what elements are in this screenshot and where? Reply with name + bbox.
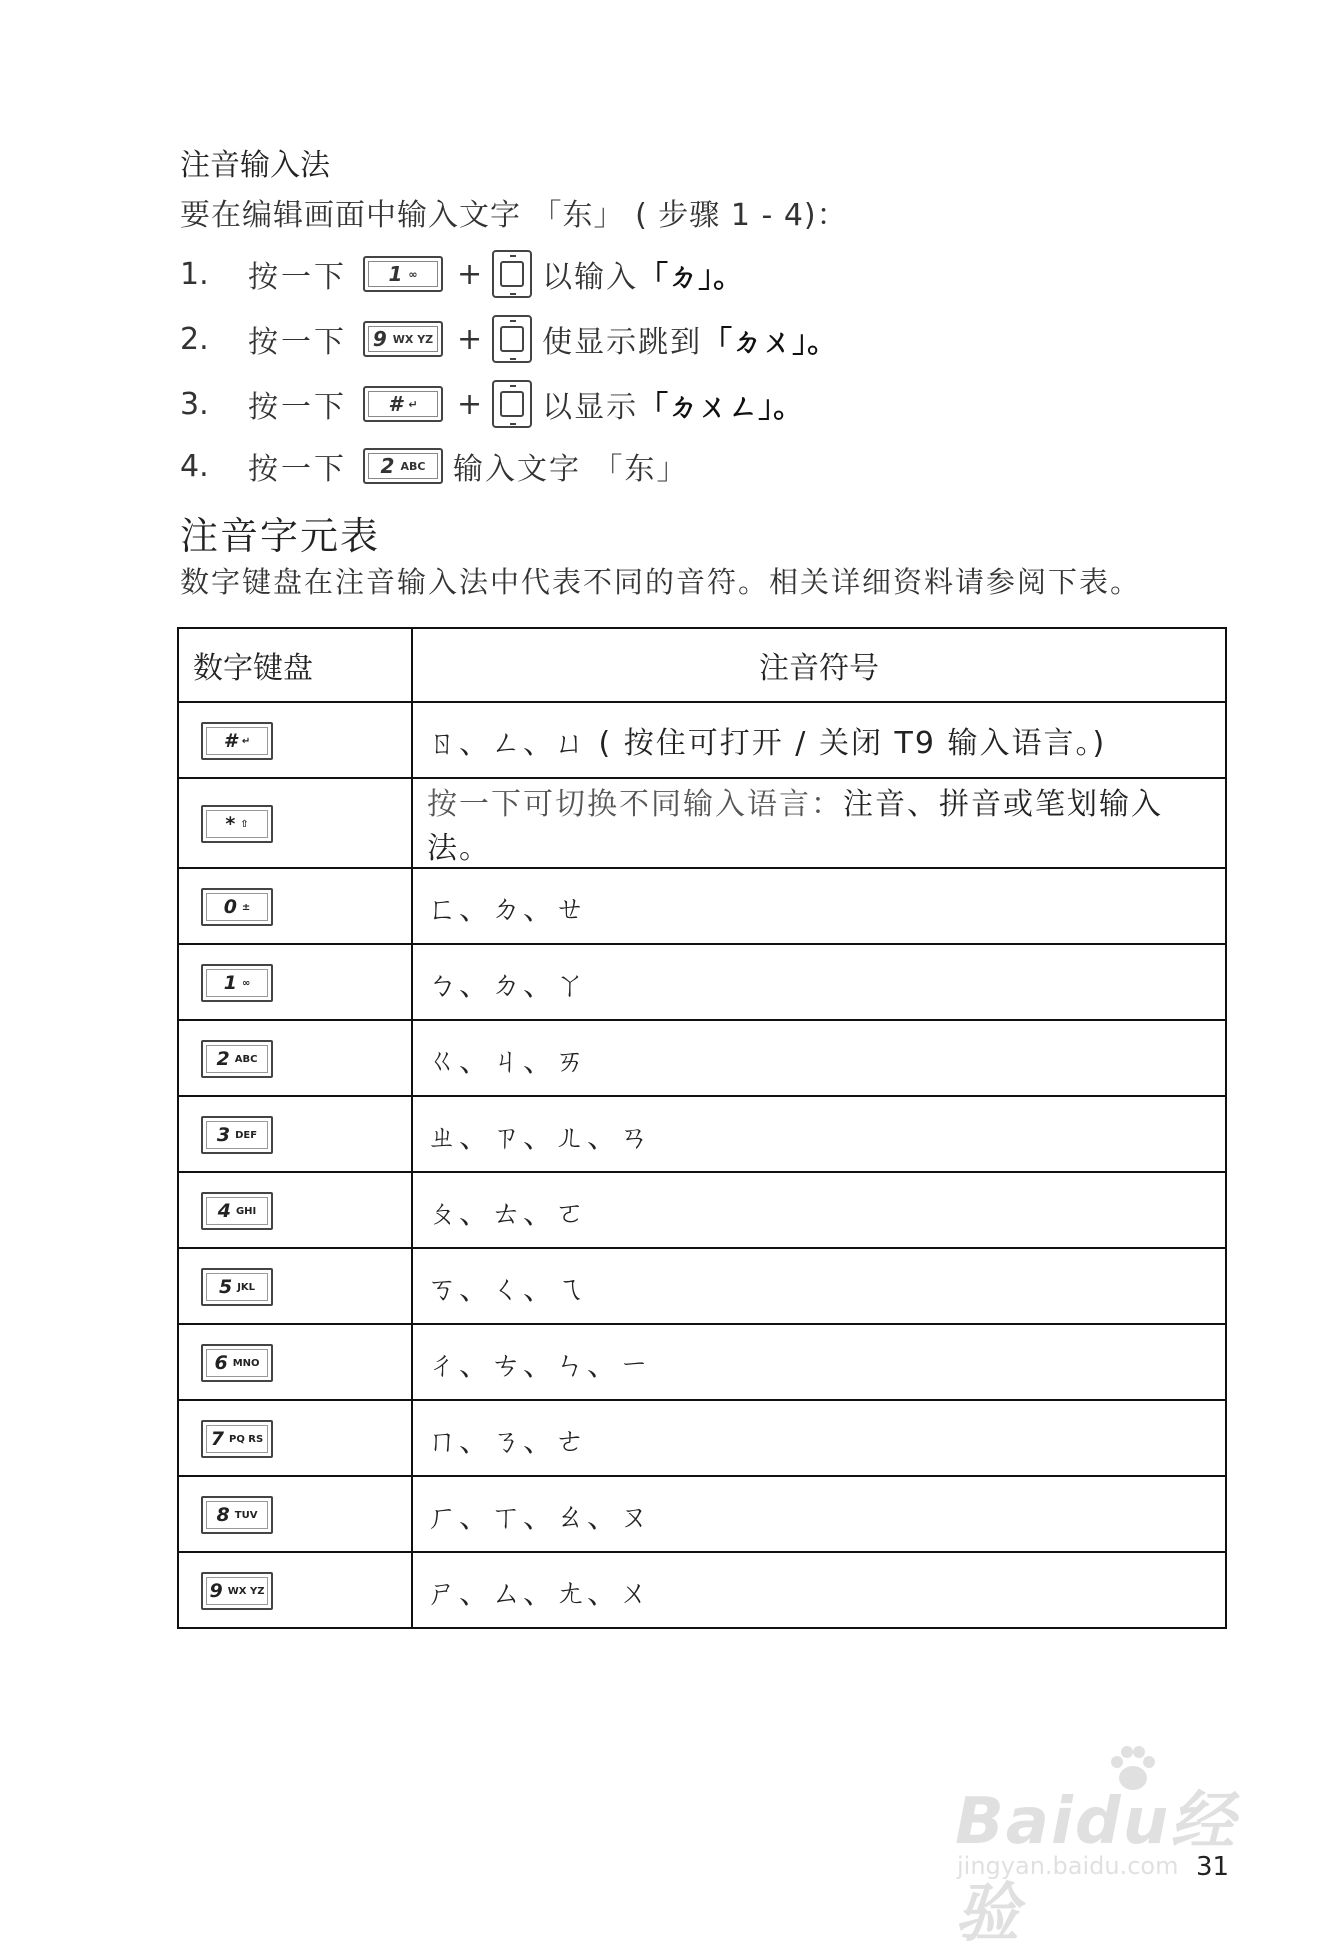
- key-7-icon: [201, 1420, 273, 1458]
- key-1-icon: [201, 964, 273, 1002]
- step-1: [180, 248, 743, 300]
- nav-key-icon: [492, 315, 532, 363]
- key-number: 1: [388, 262, 403, 286]
- key-letters: JKL: [237, 1281, 256, 1293]
- table-description: 数字键盘在注音输入法中代表不同的音符。相关详细资料请参阅下表。: [180, 565, 1142, 599]
- step-number: 4.: [180, 448, 209, 484]
- table-row: [178, 778, 1226, 868]
- key-letters: ABC: [234, 1053, 258, 1065]
- symbols-cell: ㄏ、ㄒ、ㄠ、ㄡ: [412, 1476, 1226, 1552]
- step-3: [180, 378, 803, 430]
- step-press-text: 按一下: [248, 452, 347, 487]
- key-number: 9: [372, 327, 387, 351]
- plus-sign: +: [457, 321, 483, 357]
- key-letters: MNO: [232, 1357, 260, 1369]
- key-letters: ∞: [241, 977, 251, 989]
- symbols-cell: ㄕ、ㄙ、ㄤ、ㄨ: [412, 1552, 1226, 1628]
- table-row: [178, 1324, 1226, 1400]
- symbols-cell: ㄔ、ㄘ、ㄣ、ㄧ: [412, 1324, 1226, 1400]
- key-number: 0: [223, 896, 237, 918]
- key-number: *: [225, 813, 236, 835]
- step-press-text: 按一下: [248, 260, 347, 295]
- step-result: 「ㄉㄨㄥ」。: [638, 390, 804, 425]
- plus-sign: +: [457, 256, 483, 292]
- symbols-cell: ㄆ、ㄊ、ㄛ: [412, 1172, 1226, 1248]
- key-hash-icon: [363, 386, 443, 422]
- zhuyin-table: [177, 627, 1227, 1629]
- key-2-icon: [363, 448, 443, 484]
- watermark-brand: Baidu经验: [955, 1785, 1237, 1951]
- table-row: [178, 1096, 1226, 1172]
- key-number: 6: [214, 1352, 228, 1374]
- table-row: [178, 868, 1226, 944]
- step-number: 3.: [180, 386, 209, 422]
- table-row: [178, 1248, 1226, 1324]
- step-number: 1.: [180, 256, 209, 292]
- plus-sign: +: [457, 386, 483, 422]
- key-letters: PQ RS: [229, 1433, 264, 1445]
- step-after-text: 以显示: [542, 390, 639, 425]
- page-number: 31: [1196, 1852, 1230, 1882]
- step-number: 2.: [180, 321, 209, 357]
- symbols-text: 注音、拼音或笔划输入法。: [427, 787, 1163, 866]
- key-letters: GHI: [235, 1205, 257, 1217]
- table-row: [178, 1552, 1226, 1628]
- key-6-icon: [201, 1344, 273, 1382]
- section-title: 注音输入法: [180, 148, 330, 183]
- key-2-icon: [201, 1040, 273, 1078]
- key-letters: ±: [241, 901, 251, 913]
- key-4-icon: [201, 1192, 273, 1230]
- step-after-text: 输入文字 「东」: [453, 452, 689, 487]
- key-letters: WX YZ: [392, 332, 434, 346]
- step-result: 「ㄉ」。: [638, 260, 744, 295]
- key-3-icon: [201, 1116, 273, 1154]
- key-letters: ABC: [400, 459, 426, 473]
- step-press-text: 按一下: [248, 325, 347, 360]
- key-letters: ↵: [408, 397, 418, 411]
- key-number: 4: [217, 1200, 231, 1222]
- symbols-cell: ㄖ、ㄥ、ㄩ ( 按住可打开 / 关闭 T9 输入语言。): [412, 702, 1226, 778]
- table-header-row: [178, 628, 1226, 702]
- nav-key-icon: [492, 250, 532, 298]
- symbols-cell: ㄎ、ㄑ、ㄟ: [412, 1248, 1226, 1324]
- key-number: 9: [209, 1580, 223, 1602]
- symbols-prefix: 按一下可切换不同输入语言：: [427, 787, 843, 822]
- baidu-watermark: [955, 1740, 1285, 1951]
- intro-text: 要在编辑画面中输入文字 「东」 ( 步骤 1 - 4)：: [180, 198, 848, 233]
- key-hash-icon: [201, 722, 273, 760]
- key-letters: WX YZ: [227, 1585, 265, 1597]
- symbols-cell: ㄍ、ㄐ、ㄞ: [412, 1020, 1226, 1096]
- step-2: [180, 313, 837, 365]
- symbols-cell: ㄅ、ㄉ、ㄚ: [412, 944, 1226, 1020]
- key-0-icon: [201, 888, 273, 926]
- watermark-url: jingyan.baidu.com: [957, 1852, 1179, 1880]
- key-number: 3: [216, 1124, 231, 1146]
- key-letters: ∞: [408, 267, 418, 281]
- key-9-icon: [363, 321, 443, 357]
- key-9-icon: [201, 1572, 273, 1610]
- column-header: 注音符号: [412, 628, 1226, 702]
- key-number: #: [388, 392, 403, 416]
- table-row: [178, 702, 1226, 778]
- table-row: [178, 1476, 1226, 1552]
- key-number: 2: [380, 454, 395, 478]
- table-row: [178, 1020, 1226, 1096]
- key-letters: ↵: [241, 735, 251, 747]
- column-header: 数字键盘: [178, 628, 412, 702]
- symbols-cell: ㄈ、ㄉ、ㄝ: [412, 868, 1226, 944]
- step-result: 「ㄉㄨ」。: [702, 325, 838, 360]
- key-number: 5: [218, 1276, 233, 1298]
- key-number: 2: [216, 1048, 230, 1070]
- table-row: [178, 1400, 1226, 1476]
- symbols-cell: ㄓ、ㄗ、ㄦ、ㄢ: [412, 1096, 1226, 1172]
- key-letters: ⇧: [240, 818, 249, 830]
- symbols-cell: [412, 778, 1226, 868]
- key-star-icon: [201, 805, 273, 843]
- key-letters: TUV: [234, 1509, 258, 1521]
- table-row: [178, 944, 1226, 1020]
- step-after-text: 使显示跳到: [542, 325, 703, 360]
- nav-key-icon: [492, 380, 532, 428]
- step-4: [180, 440, 689, 492]
- key-5-icon: [201, 1268, 273, 1306]
- step-press-text: 按一下: [248, 390, 347, 425]
- table-heading: 注音字元表: [180, 514, 381, 558]
- key-1-icon: [363, 256, 443, 292]
- step-after-text: 以输入: [542, 260, 639, 295]
- key-letters: DEF: [235, 1129, 258, 1141]
- table-row: [178, 1172, 1226, 1248]
- key-number: 1: [223, 972, 237, 994]
- key-number: 7: [210, 1428, 224, 1450]
- key-8-icon: [201, 1496, 273, 1534]
- key-number: 8: [216, 1504, 230, 1526]
- key-number: #: [223, 730, 237, 752]
- symbols-cell: ㄇ、ㄋ、ㄜ: [412, 1400, 1226, 1476]
